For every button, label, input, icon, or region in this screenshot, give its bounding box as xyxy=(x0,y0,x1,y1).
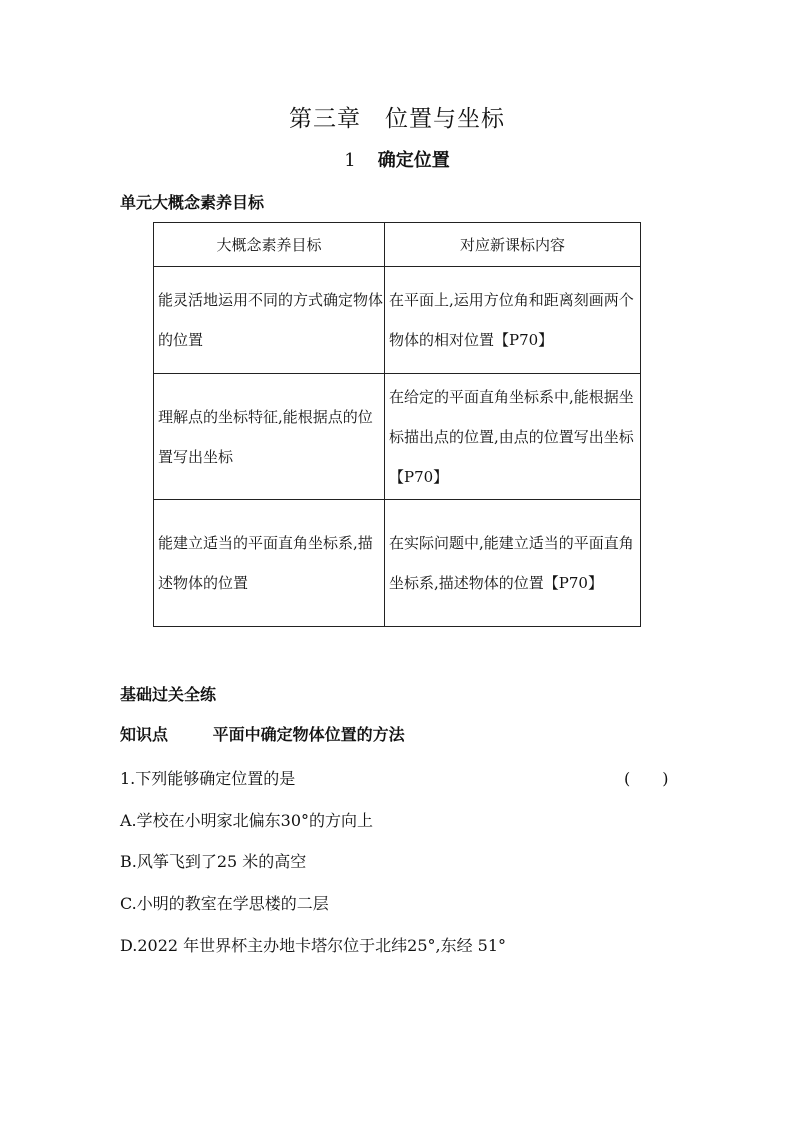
section-name: 确定位置 xyxy=(377,150,450,171)
unit-heading: 单元大概念素养目标 xyxy=(120,193,265,212)
goals-table xyxy=(153,222,641,627)
knowledge-point-label: 知识点 xyxy=(120,725,169,744)
table-header-standard: 对应新课标内容 xyxy=(385,223,641,267)
option-b: B.风筝飞到了25 米的高空 xyxy=(120,852,307,871)
table-header-row xyxy=(154,223,641,267)
section-number: 1 xyxy=(344,150,356,171)
option-a: A.学校在小明家北偏东30°的方向上 xyxy=(120,811,374,830)
answer-bracket: ( ) xyxy=(624,769,669,788)
table-row xyxy=(154,374,641,500)
table-row xyxy=(154,500,641,627)
goal-cell: 理解点的坐标特征,能根据点的位置写出坐标 xyxy=(154,374,385,500)
table-header-goal: 大概念素养目标 xyxy=(154,223,385,267)
chapter-title: 第三章 位置与坐标 xyxy=(289,106,505,132)
knowledge-point-title: 平面中确定物体位置的方法 xyxy=(212,725,405,744)
section-title xyxy=(0,146,794,172)
knowledge-point xyxy=(120,722,405,745)
practice-heading: 基础过关全练 xyxy=(120,685,217,704)
standard-cell: 在平面上,运用方位角和距离刻画两个物体的相对位置【P70】 xyxy=(385,267,641,374)
option-d: D.2022 年世界杯主办地卡塔尔位于北纬25°,东经 51° xyxy=(120,936,507,955)
option-c: C.小明的教室在学思楼的二层 xyxy=(120,894,329,913)
goal-cell: 能建立适当的平面直角坐标系,描述物体的位置 xyxy=(154,500,385,627)
standard-cell: 在实际问题中,能建立适当的平面直角坐标系,描述物体的位置【P70】 xyxy=(385,500,641,627)
standard-cell: 在给定的平面直角坐标系中,能根据坐标描出点的位置,由点的位置写出坐标【P70】 xyxy=(385,374,641,500)
question-stem: 1.下列能够确定位置的是 xyxy=(120,769,296,788)
goal-cell: 能灵活地运用不同的方式确定物体的位置 xyxy=(154,267,385,374)
table-row xyxy=(154,267,641,374)
